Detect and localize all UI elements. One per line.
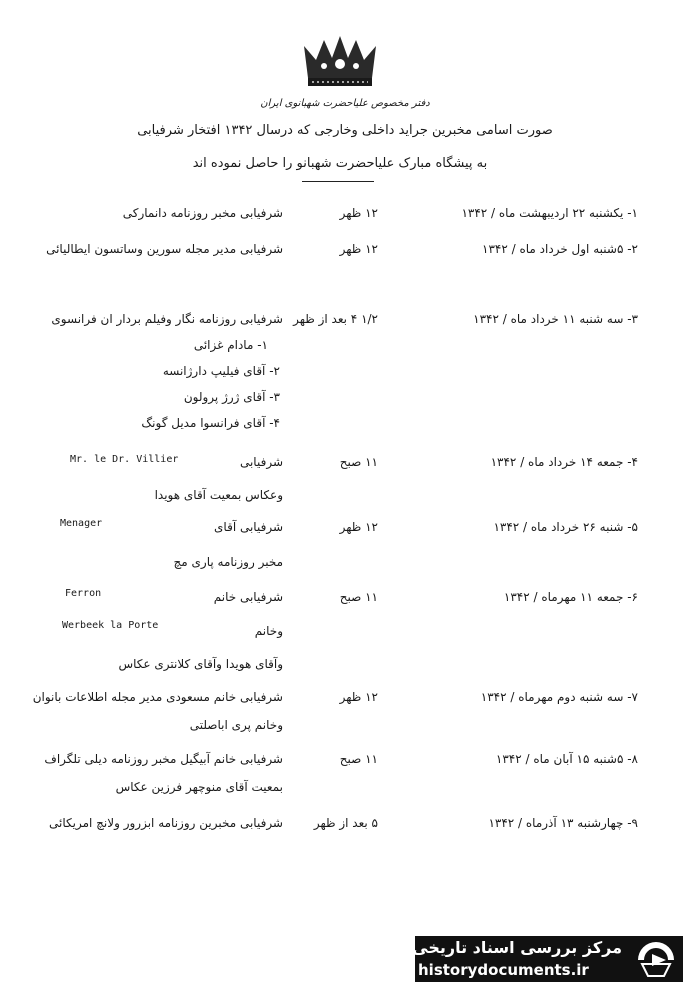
title-underline xyxy=(302,181,374,182)
entry-4-line-2: وعکاس بمعیت آقای هویدا xyxy=(154,488,283,502)
entry-4-date: ۴- جمعه ۱۴ خرداد ماه / ۱۳۴۲ xyxy=(490,455,638,469)
entry-4-line-1: شرفیابی xyxy=(239,455,283,469)
entry-8-line-2: بمعیت آقای منوچهر فرزین عکاس xyxy=(115,780,283,794)
entry-7-line-1: شرفیابی خانم مسعودی مدیر مجله اطلاعات بانوان xyxy=(32,690,283,704)
watermark-site: historydocuments.ir xyxy=(418,961,589,979)
document-title-line-1: صورت اسامی مخبرین جراید داخلی وخارجی که درسال ۱۳۴۲ افتخار شرفیابی xyxy=(137,123,553,138)
entry-9-time: ۵ بعد از ظهر xyxy=(313,816,378,830)
entry-3-line-5: ۴- آقای فرانسوا مدیل گونگ xyxy=(141,416,280,430)
entry-5-time: ۱۲ ظهر xyxy=(339,520,378,534)
entry-3-line-1: شرفیابی روزنامه نگار وفیلم بردار ان فرانسوی xyxy=(51,312,283,326)
archive-logo-icon xyxy=(632,940,680,980)
entry-5-latin-name: Menager xyxy=(60,518,103,529)
entry-3-line-4: ۳- آقای ژرژ پرولون xyxy=(183,390,280,404)
entry-3-line-3: ۲- آقای فیلیپ دارژانسه xyxy=(162,364,280,378)
entry-5-line-2: مخبر روزنامه پاری مچ xyxy=(173,555,283,569)
entry-2-time: ۱۲ ظهر xyxy=(339,242,378,256)
entry-1-time: ۱۲ ظهر xyxy=(339,206,378,220)
entry-4-latin-name: Mr. le Dr. Villier xyxy=(70,454,179,465)
entry-6-time: ۱۱ صبح xyxy=(339,590,378,604)
entry-6-latin-name-2: Werbeek la Porte xyxy=(62,620,159,631)
entry-1-date: ۱- یکشنبه ۲۲ اردیبهشت ماه / ۱۳۴۲ xyxy=(461,206,638,220)
entry-3-line-2: ۱- مادام غزائی xyxy=(193,338,268,352)
entry-7-time: ۱۲ ظهر xyxy=(339,690,378,704)
entry-8-time: ۱۱ صبح xyxy=(339,752,378,766)
entry-6-latin-name-1: Ferron xyxy=(65,588,102,599)
entry-9-line-1: شرفیابی مخبرین روزنامه ابزرور ولانچ امریکائی xyxy=(49,816,283,830)
entry-3-date: ۳- سه شنبه ۱۱ خرداد ماه / ۱۳۴۲ xyxy=(473,312,638,326)
entry-9-date: ۹- چهارشنبه ۱۳ آذرماه / ۱۳۴۲ xyxy=(488,816,638,830)
entry-4-time: ۱۱ صبح xyxy=(339,455,378,469)
entry-6-line-3: وآقای هویدا وآقای کلانتری عکاس xyxy=(118,657,283,671)
document-title-line-2: به پیشگاه مبارک علیاحضرت شهبانو را حاصل نموده اند xyxy=(192,156,488,171)
entry-6-line-1: شرفیابی خانم xyxy=(213,590,283,604)
entry-5-date: ۵- شنبه ۲۶ خرداد ماه / ۱۳۴۲ xyxy=(493,520,638,534)
entry-8-date: ۸- ۵شنبه ۱۵ آبان ماه / ۱۳۴۲ xyxy=(495,752,638,766)
entry-6-line-2: وخانم xyxy=(254,624,283,638)
watermark-title: مرکز بررسی اسناد تاریخی xyxy=(412,938,622,957)
entry-7-date: ۷- سه شنبه دوم مهرماه / ۱۳۴۲ xyxy=(480,690,638,704)
crown-emblem-icon xyxy=(300,34,380,90)
entry-3-time: ۱/۲ ۴ بعد از ظهر xyxy=(293,312,378,326)
entry-6-date: ۶- جمعه ۱۱ مهرماه / ۱۳۴۲ xyxy=(503,590,638,604)
entry-2-date: ۲- ۵شنبه اول خرداد ماه / ۱۳۴۲ xyxy=(482,242,638,256)
entry-2-line-1: شرفیابی مدیر مجله سورین وساتسون ایطالیائی xyxy=(46,242,283,256)
entry-1-line-1: شرفیابی مخبر روزنامه دانمارکی xyxy=(122,206,283,220)
entry-8-line-1: شرفیابی خانم آبیگیل مخبر روزنامه دیلی تلگراف xyxy=(44,752,283,766)
entry-5-line-1: شرفیابی آقای xyxy=(214,520,283,534)
office-heading: دفتر مخصوص علیاحضرت شهبانوی ایران xyxy=(260,98,430,109)
entry-7-line-2: وخانم پری اباصلتی xyxy=(189,718,283,732)
